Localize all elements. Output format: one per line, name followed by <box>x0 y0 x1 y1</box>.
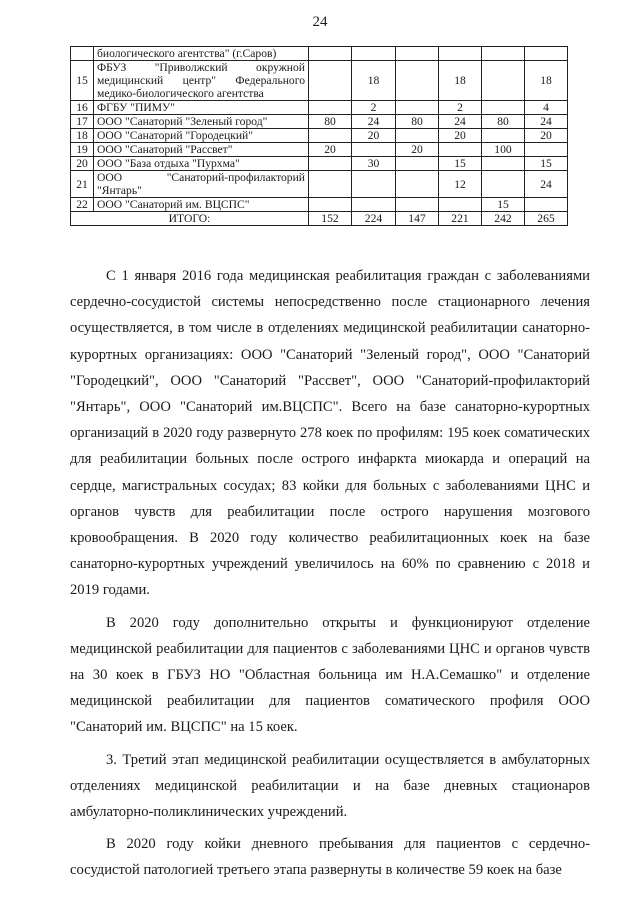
table-row <box>71 143 568 157</box>
organization-name <box>94 157 309 171</box>
paragraph: В 2020 году койки дневного пребывания для пациентов с сердечно-сосудистой патологией третьего этапа развернуты в количестве 59 коек на базе <box>70 836 590 879</box>
bed-count-cell <box>482 47 525 61</box>
organization-name <box>94 61 309 101</box>
bed-count-cell <box>482 129 525 143</box>
bed-count-cell: 4 <box>525 101 568 115</box>
organization-name-line: ФБУЗ "Приволжский окружной <box>97 61 305 74</box>
organization-name <box>94 171 309 198</box>
total-label: ИТОГО: <box>71 212 309 226</box>
organization-name-line: ООО "Санаторий им. ВЦСПС" <box>97 198 250 211</box>
bed-count-cell <box>396 129 439 143</box>
bed-count-cell: 18 <box>352 61 396 101</box>
bed-count-cell <box>309 61 352 101</box>
organization-name-line: ООО "Санаторий "Городецкий" <box>97 129 253 142</box>
organization-name <box>94 115 309 129</box>
bed-count-cell <box>352 198 396 212</box>
row-number: 21 <box>71 171 94 198</box>
bed-count-cell <box>352 171 396 198</box>
bed-count-cell: 24 <box>525 115 568 129</box>
organization-name <box>94 47 309 61</box>
bed-count-cell: 20 <box>525 129 568 143</box>
bed-count-cell: 80 <box>309 115 352 129</box>
organization-name-line: ООО "Санаторий-профилакторий <box>97 171 305 184</box>
organization-name-line: ФГБУ "ПИМУ" <box>97 101 175 114</box>
table-row <box>71 129 568 143</box>
total-value-cell: 221 <box>439 212 482 226</box>
bed-count-cell <box>482 157 525 171</box>
bed-count-cell <box>352 47 396 61</box>
beds-table <box>70 46 568 226</box>
bed-count-cell: 12 <box>439 171 482 198</box>
bed-count-cell <box>352 143 396 157</box>
bed-count-cell: 15 <box>439 157 482 171</box>
paragraph: В 2020 году дополнительно открыты и функционируют отделение медицинской реабилитации для пациентов с заболеваниями ЦНС и органов чувств на 30 коек в ГБУЗ НО "Областная больница им Н.А.Семашко" и отделение медицинской реабилитации для пациентов соматического профиля ООО "Санаторий им. ВЦСПС" на 15 коек. <box>70 614 590 736</box>
bed-count-cell: 18 <box>525 61 568 101</box>
bed-count-cell <box>396 198 439 212</box>
organization-name <box>94 143 309 157</box>
total-value-cell: 147 <box>396 212 439 226</box>
bed-count-cell: 30 <box>352 157 396 171</box>
organization-name-line: медико-биологического агентства <box>97 87 264 100</box>
organization-name-line: биологического агентства" (г.Саров) <box>97 47 277 60</box>
row-number: 16 <box>71 101 94 115</box>
bed-count-cell <box>309 198 352 212</box>
row-number: 22 <box>71 198 94 212</box>
bed-count-cell: 15 <box>525 157 568 171</box>
organization-name-line: ООО "Санаторий "Зеленый город" <box>97 115 268 128</box>
total-value-cell: 152 <box>309 212 352 226</box>
bed-count-cell: 18 <box>439 61 482 101</box>
bed-count-cell <box>309 101 352 115</box>
paragraph: С 1 января 2016 года медицинская реабилитация граждан с заболеваниями сердечно-сосудистой системы непосредственно после стационарного лечения осуществляется, в том числе в отделениях медицинской реабилитации санаторно-курортных организациях: ООО "Санаторий "Зеленый город", ООО "Санаторий "Городецкий", ООО "Санаторий "Рассвет", ООО "Санаторий-профилакторий "Янтарь", ООО "Санаторий им.ВЦСПС". Всего на базе санаторно-курортных организаций в 2020 году развернуто 278 коек по профилям: 195 коек соматических для реабилитации больных после острого инфаркта миокарда и операций на сердце, магистральных сосудах; 83 койки для больных с заболеваниями ЦНС и органов чувств для реабилитации после острого нарушения мозгового кровообращения. В 2020 году количество реабилитационных коек на базе санаторно-курортных учреждений увеличилось на 60% по сравнению с 2018 и 2019 годами. <box>70 268 590 599</box>
table-row <box>71 101 568 115</box>
bed-count-cell <box>439 47 482 61</box>
row-number: 20 <box>71 157 94 171</box>
table-row <box>71 61 568 101</box>
organization-name-line: ООО "База отдыха "Пурхма" <box>97 157 240 170</box>
table-row <box>71 198 568 212</box>
bed-count-cell <box>309 47 352 61</box>
row-number: 19 <box>71 143 94 157</box>
bed-count-cell <box>396 101 439 115</box>
bed-count-cell <box>439 143 482 157</box>
bed-count-cell: 20 <box>352 129 396 143</box>
bed-count-cell <box>525 47 568 61</box>
table-row <box>71 47 568 61</box>
bed-count-cell <box>482 171 525 198</box>
bed-count-cell: 80 <box>482 115 525 129</box>
paragraph: 3. Третий этап медицинской реабилитации осуществляется в амбулаторных отделениях медицинской реабилитации и на базе дневных стационаров амбулаторно-поликлинических учреждений. <box>70 751 590 821</box>
bed-count-cell: 2 <box>439 101 482 115</box>
bed-count-cell <box>482 101 525 115</box>
bed-count-cell: 24 <box>439 115 482 129</box>
table-row <box>71 157 568 171</box>
bed-count-cell <box>525 143 568 157</box>
bed-count-cell <box>439 198 482 212</box>
bed-count-cell: 20 <box>439 129 482 143</box>
bed-count-cell: 100 <box>482 143 525 157</box>
organization-name <box>94 198 309 212</box>
bed-count-cell <box>396 61 439 101</box>
row-number <box>71 47 94 61</box>
bed-count-cell: 24 <box>525 171 568 198</box>
page-number: 24 <box>312 14 328 30</box>
bed-count-cell <box>309 157 352 171</box>
bed-count-cell <box>309 171 352 198</box>
total-value-cell: 265 <box>525 212 568 226</box>
row-number: 17 <box>71 115 94 129</box>
row-number: 15 <box>71 61 94 101</box>
bed-count-cell <box>396 157 439 171</box>
bed-count-cell <box>309 129 352 143</box>
bed-count-cell: 80 <box>396 115 439 129</box>
bed-count-cell <box>396 47 439 61</box>
total-row <box>71 212 568 226</box>
bed-count-cell <box>396 171 439 198</box>
bed-count-cell: 20 <box>396 143 439 157</box>
total-value-cell: 224 <box>352 212 396 226</box>
table-row <box>71 115 568 129</box>
organization-name-line: ООО "Санаторий "Рассвет" <box>97 143 233 156</box>
row-number: 18 <box>71 129 94 143</box>
table-row <box>71 171 568 198</box>
bed-count-cell: 15 <box>482 198 525 212</box>
bed-count-cell: 2 <box>352 101 396 115</box>
body-text <box>70 263 590 890</box>
organization-name <box>94 101 309 115</box>
bed-count-cell: 24 <box>352 115 396 129</box>
organization-name-line: "Янтарь" <box>97 184 142 197</box>
bed-count-cell <box>482 61 525 101</box>
organization-name <box>94 129 309 143</box>
total-value-cell: 242 <box>482 212 525 226</box>
bed-count-cell <box>525 198 568 212</box>
organization-name-line: медицинский центр" Федерального <box>97 74 305 87</box>
bed-count-cell: 20 <box>309 143 352 157</box>
